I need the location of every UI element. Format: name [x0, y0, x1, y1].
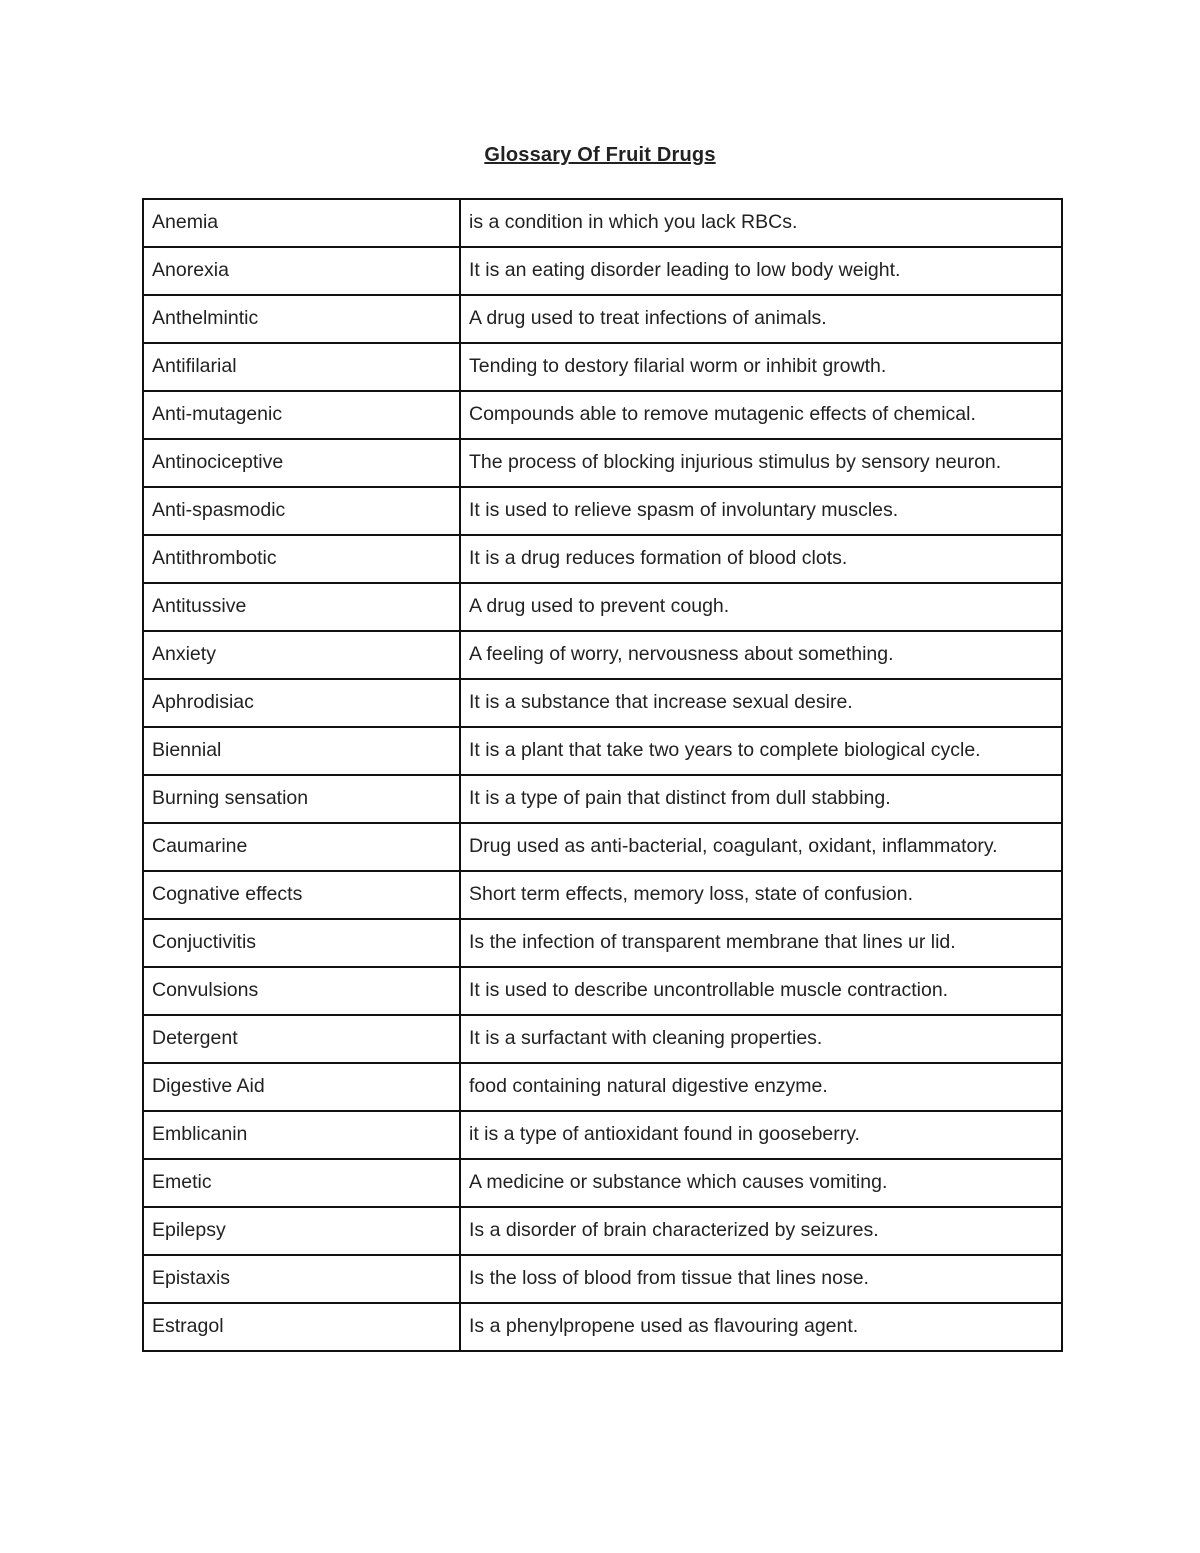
glossary-term: Anorexia — [143, 247, 460, 295]
glossary-term: Epilepsy — [143, 1207, 460, 1255]
glossary-term: Epistaxis — [143, 1255, 460, 1303]
glossary-row — [143, 1207, 1062, 1255]
glossary-row — [143, 631, 1062, 679]
glossary-definition: It is a type of pain that distinct from dull stabbing. — [460, 775, 1062, 823]
glossary-term: Convulsions — [143, 967, 460, 1015]
glossary-term: Cognative effects — [143, 871, 460, 919]
glossary-definition: Is the loss of blood from tissue that lines nose. — [460, 1255, 1062, 1303]
glossary-term: Anemia — [143, 199, 460, 247]
glossary-row — [143, 1159, 1062, 1207]
glossary-row — [143, 439, 1062, 487]
glossary-definition: A drug used to treat infections of animals. — [460, 295, 1062, 343]
glossary-definition: Drug used as anti-bacterial, coagulant, oxidant, inflammatory. — [460, 823, 1062, 871]
glossary-term: Digestive Aid — [143, 1063, 460, 1111]
glossary-definition: It is a drug reduces formation of blood clots. — [460, 535, 1062, 583]
glossary-definition: Is a phenylpropene used as flavouring agent. — [460, 1303, 1062, 1351]
glossary-definition: Tending to destory filarial worm or inhibit growth. — [460, 343, 1062, 391]
glossary-term: Antitussive — [143, 583, 460, 631]
glossary-definition: Is a disorder of brain characterized by seizures. — [460, 1207, 1062, 1255]
glossary-term: Antifilarial — [143, 343, 460, 391]
glossary-row — [143, 679, 1062, 727]
glossary-row — [143, 487, 1062, 535]
glossary-term: Caumarine — [143, 823, 460, 871]
glossary-row — [143, 1111, 1062, 1159]
document-title: Glossary Of Fruit Drugs — [484, 144, 716, 166]
glossary-row — [143, 823, 1062, 871]
glossary-row — [143, 535, 1062, 583]
glossary-term: Detergent — [143, 1015, 460, 1063]
glossary-definition: The process of blocking injurious stimulus by sensory neuron. — [460, 439, 1062, 487]
glossary-definition: A feeling of worry, nervousness about something. — [460, 631, 1062, 679]
glossary-term: Estragol — [143, 1303, 460, 1351]
glossary-definition: it is a type of antioxidant found in gooseberry. — [460, 1111, 1062, 1159]
glossary-definition: It is a plant that take two years to complete biological cycle. — [460, 727, 1062, 775]
glossary-row — [143, 199, 1062, 247]
glossary-row — [143, 1303, 1062, 1351]
glossary-row — [143, 1255, 1062, 1303]
glossary-definition: It is used to describe uncontrollable muscle contraction. — [460, 967, 1062, 1015]
glossary-row — [143, 1015, 1062, 1063]
glossary-term: Anxiety — [143, 631, 460, 679]
glossary-definition: Compounds able to remove mutagenic effects of chemical. — [460, 391, 1062, 439]
glossary-term: Biennial — [143, 727, 460, 775]
glossary-row — [143, 247, 1062, 295]
glossary-row — [143, 919, 1062, 967]
glossary-row — [143, 967, 1062, 1015]
glossary-row — [143, 727, 1062, 775]
glossary-row — [143, 775, 1062, 823]
glossary-row — [143, 295, 1062, 343]
glossary-definition: It is a substance that increase sexual desire. — [460, 679, 1062, 727]
glossary-term: Emblicanin — [143, 1111, 460, 1159]
glossary-term: Antinociceptive — [143, 439, 460, 487]
glossary-definition: Short term effects, memory loss, state of confusion. — [460, 871, 1062, 919]
glossary-row — [143, 583, 1062, 631]
glossary-term: Anti-mutagenic — [143, 391, 460, 439]
glossary-row — [143, 343, 1062, 391]
glossary-row — [143, 1063, 1062, 1111]
glossary-term: Anthelmintic — [143, 295, 460, 343]
glossary-row — [143, 391, 1062, 439]
glossary-definition: It is an eating disorder leading to low body weight. — [460, 247, 1062, 295]
glossary-term: Aphrodisiac — [143, 679, 460, 727]
glossary-table — [142, 198, 1063, 1352]
glossary-definition: It is used to relieve spasm of involuntary muscles. — [460, 487, 1062, 535]
glossary-definition: is a condition in which you lack RBCs. — [460, 199, 1062, 247]
glossary-definition: Is the infection of transparent membrane that lines ur lid. — [460, 919, 1062, 967]
glossary-term: Anti-spasmodic — [143, 487, 460, 535]
glossary-definition: A medicine or substance which causes vomiting. — [460, 1159, 1062, 1207]
glossary-term: Emetic — [143, 1159, 460, 1207]
glossary-term: Burning sensation — [143, 775, 460, 823]
glossary-definition: It is a surfactant with cleaning properties. — [460, 1015, 1062, 1063]
glossary-term: Conjuctivitis — [143, 919, 460, 967]
glossary-term: Antithrombotic — [143, 535, 460, 583]
glossary-row — [143, 871, 1062, 919]
glossary-definition: food containing natural digestive enzyme. — [460, 1063, 1062, 1111]
glossary-table-body — [143, 199, 1062, 1351]
glossary-definition: A drug used to prevent cough. — [460, 583, 1062, 631]
